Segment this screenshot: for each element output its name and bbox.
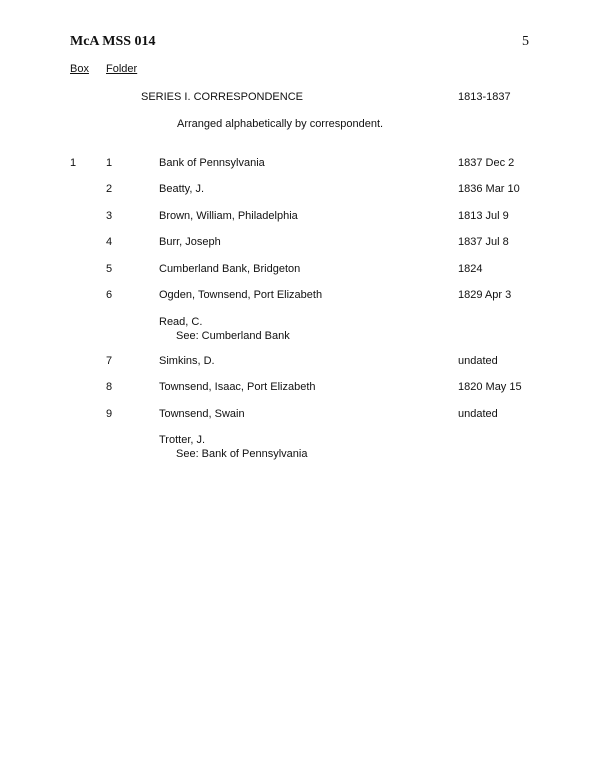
series-title: SERIES I. CORRESPONDENCE	[141, 91, 303, 103]
folder-number: 3	[106, 210, 113, 222]
folder-number: 9	[106, 408, 113, 420]
correspondent-name: Cumberland Bank, Bridgeton	[159, 263, 301, 275]
folder-date: 1813 Jul 9	[458, 210, 509, 222]
folder-number: 8	[106, 381, 113, 393]
cross-reference	[159, 316, 290, 342]
cross-reference-name: Read, C.	[159, 316, 203, 328]
column-header-box: Box	[70, 63, 89, 75]
collection-id: McA MSS 014	[70, 34, 156, 49]
cross-reference-see: See: Cumberland Bank	[176, 330, 290, 342]
folder-row	[0, 289, 600, 303]
correspondent-name: Townsend, Swain	[159, 408, 245, 420]
folder-number: 1	[106, 157, 113, 169]
folder-date: undated	[458, 355, 498, 367]
cross-reference	[159, 434, 307, 460]
correspondent-name: Beatty, J.	[159, 183, 205, 195]
correspondent-name: Townsend, Isaac, Port Elizabeth	[159, 381, 316, 393]
folder-date: 1836 Mar 10	[458, 183, 520, 195]
folder-date: 1820 May 15	[458, 381, 522, 393]
correspondent-name: Bank of Pennsylvania	[159, 157, 265, 169]
folder-row	[0, 263, 600, 277]
cross-reference-name: Trotter, J.	[159, 434, 206, 446]
cross-reference-see: See: Bank of Pennsylvania	[176, 448, 308, 460]
correspondent-name: Brown, William, Philadelphia	[159, 210, 298, 222]
page-number: 5	[522, 34, 529, 49]
folder-number: 6	[106, 289, 113, 301]
folder-row	[0, 381, 600, 395]
folder-date: 1824	[458, 263, 483, 275]
folder-date: 1837 Dec 2	[458, 157, 515, 169]
folder-row	[0, 157, 600, 171]
folder-number: 4	[106, 236, 113, 248]
folder-row	[0, 408, 600, 422]
folder-date: 1837 Jul 8	[458, 236, 509, 248]
correspondent-name: Burr, Joseph	[159, 236, 221, 248]
folder-date: undated	[458, 408, 498, 420]
box-number: 1	[70, 157, 77, 169]
folder-row	[0, 183, 600, 197]
folder-number: 2	[106, 183, 113, 195]
folder-number: 5	[106, 263, 113, 275]
correspondent-name: Ogden, Townsend, Port Elizabeth	[159, 289, 323, 301]
folder-row	[0, 236, 600, 250]
folder-row	[0, 210, 600, 224]
column-header-folder: Folder	[106, 63, 138, 75]
correspondent-name: Simkins, D.	[159, 355, 215, 367]
folder-number: 7	[106, 355, 113, 367]
arrangement-note: Arranged alphabetically by correspondent.	[177, 118, 384, 130]
folder-row	[0, 355, 600, 369]
series-dates: 1813-1837	[458, 91, 511, 103]
folder-date: 1829 Apr 3	[458, 289, 512, 301]
